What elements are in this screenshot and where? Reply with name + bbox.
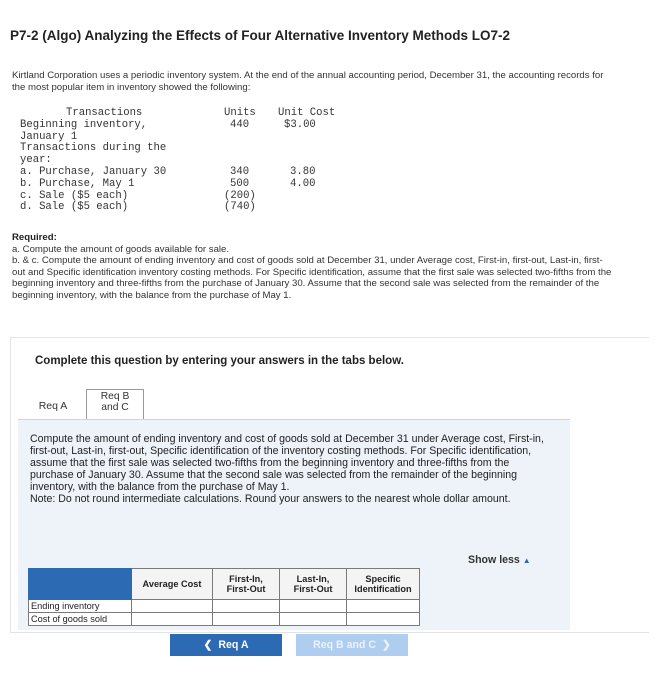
table-row	[20, 167, 350, 179]
col-fifo-line2: First-Out	[226, 584, 266, 594]
cogs-specific-input[interactable]	[347, 613, 420, 626]
col-spec-line2: Identification	[354, 584, 412, 594]
show-less-link[interactable]	[468, 554, 531, 566]
ending-inventory-lifo-input[interactable]	[280, 600, 347, 613]
next-tab-button[interactable]	[296, 634, 408, 656]
row-cost: $3.00	[284, 118, 316, 131]
page-title: P7-2 (Algo) Analyzing the Effects of Four Alternative Inventory Methods LO7-2	[10, 28, 511, 43]
next-button-label: Req B and C	[313, 639, 377, 651]
tab-req-a[interactable]: Req A	[38, 400, 68, 412]
cogs-fifo-input[interactable]	[213, 613, 280, 626]
note-text: Note: Do not round intermediate calculations. Round your answers to the nearest whole dollar amount.	[30, 493, 511, 505]
required-bc: b. & c. Compute the amount of ending inventory and cost of goods sold at December 31, under Average cost, First-in, first-out, Last-in, first-out and Specific identification inventory costing methods. For Specific identification, assume that the first sale was selected two-fifths from the beginning inventory and three-fifths from the purchase of January 30. Assume that the second sale was selected from the remainder of the beginning inventory, with the balance from the purchase of May 1.	[12, 255, 612, 301]
answer-table	[28, 568, 420, 628]
ending-inventory-fifo-input[interactable]	[213, 600, 280, 613]
col-lifo-line2: First-Out	[293, 584, 333, 594]
row-label: January 1	[20, 130, 78, 143]
row-ending-inventory: Ending inventory	[29, 600, 132, 613]
row-cost-of-goods-sold: Cost of goods sold	[29, 613, 132, 626]
col-specific	[347, 569, 420, 600]
header-transactions: Transactions	[66, 107, 143, 119]
row-units: 440	[230, 118, 250, 131]
row-label: b. Purchase, May 1	[20, 177, 135, 190]
tab-label-line1: Req B	[100, 391, 130, 402]
col-lifo	[280, 569, 347, 600]
col-average-cost: Average Cost	[132, 569, 213, 600]
row-units: (740)	[224, 201, 256, 214]
triangle-up-icon: ▲	[522, 556, 531, 565]
col-spec-line1: Specific	[365, 574, 401, 584]
prev-tab-button[interactable]	[170, 634, 282, 656]
required-heading: Required:	[12, 232, 57, 243]
row-units: 500	[230, 177, 250, 190]
ending-inventory-specific-input[interactable]	[347, 600, 420, 613]
row-label: c. Sale ($5 each)	[20, 189, 129, 202]
col-lifo-line1: Last-In,	[296, 574, 330, 584]
table-row	[20, 120, 350, 132]
transactions-table	[20, 108, 350, 214]
table-row	[20, 143, 350, 155]
table-row	[20, 202, 350, 214]
tab-req-b-and-c[interactable]	[86, 389, 144, 419]
chevron-right-icon: ❯	[382, 639, 391, 651]
row-label: year:	[20, 154, 52, 167]
corner-cell	[29, 569, 132, 600]
complete-heading: Complete this question by entering your answers in the tabs below.	[35, 355, 404, 367]
row-label: d. Sale ($5 each)	[20, 201, 129, 214]
instructions-text: Compute the amount of ending inventory and cost of goods sold at December 31 under Average cost, First-in, first-out, Last-in, first-out, Specific identification of the inventory costing methods. For Specific identification, assume that the first sale was selected two-fifths from the beginning inventory and three-fifths from the purchase of January 30. Assume that the second sale was selected from the remainder of the beginning inventory, with the balance from the purchase of May 1.	[30, 433, 544, 493]
prev-button-label: Req A	[218, 639, 249, 651]
header-units: Units	[224, 107, 256, 119]
row-cost: 3.80	[290, 165, 316, 178]
col-fifo	[213, 569, 280, 600]
panel-instructions	[30, 433, 550, 505]
show-less-label: Show less	[468, 554, 520, 566]
ending-inventory-average-input[interactable]	[132, 600, 213, 613]
row-label: a. Purchase, January 30	[20, 165, 167, 178]
row-units: (200)	[224, 189, 256, 202]
required-a: a. Compute the amount of goods available for sale.	[12, 243, 230, 255]
row-cost: 4.00	[290, 177, 316, 190]
table-row	[29, 600, 420, 613]
required-section	[12, 232, 612, 302]
chevron-left-icon: ❮	[203, 639, 213, 651]
table-row	[20, 179, 350, 191]
row-label: Beginning inventory,	[20, 118, 148, 131]
tab-label-line2: and C	[101, 401, 129, 413]
cogs-lifo-input[interactable]	[280, 613, 347, 626]
col-fifo-line1: First-In,	[229, 574, 263, 584]
row-label: Transactions during the	[20, 142, 167, 155]
header-unit-cost: Unit Cost	[278, 107, 336, 119]
row-units: 340	[230, 165, 250, 178]
intro-text: Kirtland Corporation uses a periodic inventory system. At the end of the annual accounting period, December 31, the accounting records for the most popular item in inventory showed the following:	[12, 70, 604, 93]
cogs-average-input[interactable]	[132, 613, 213, 626]
table-row	[29, 613, 420, 626]
